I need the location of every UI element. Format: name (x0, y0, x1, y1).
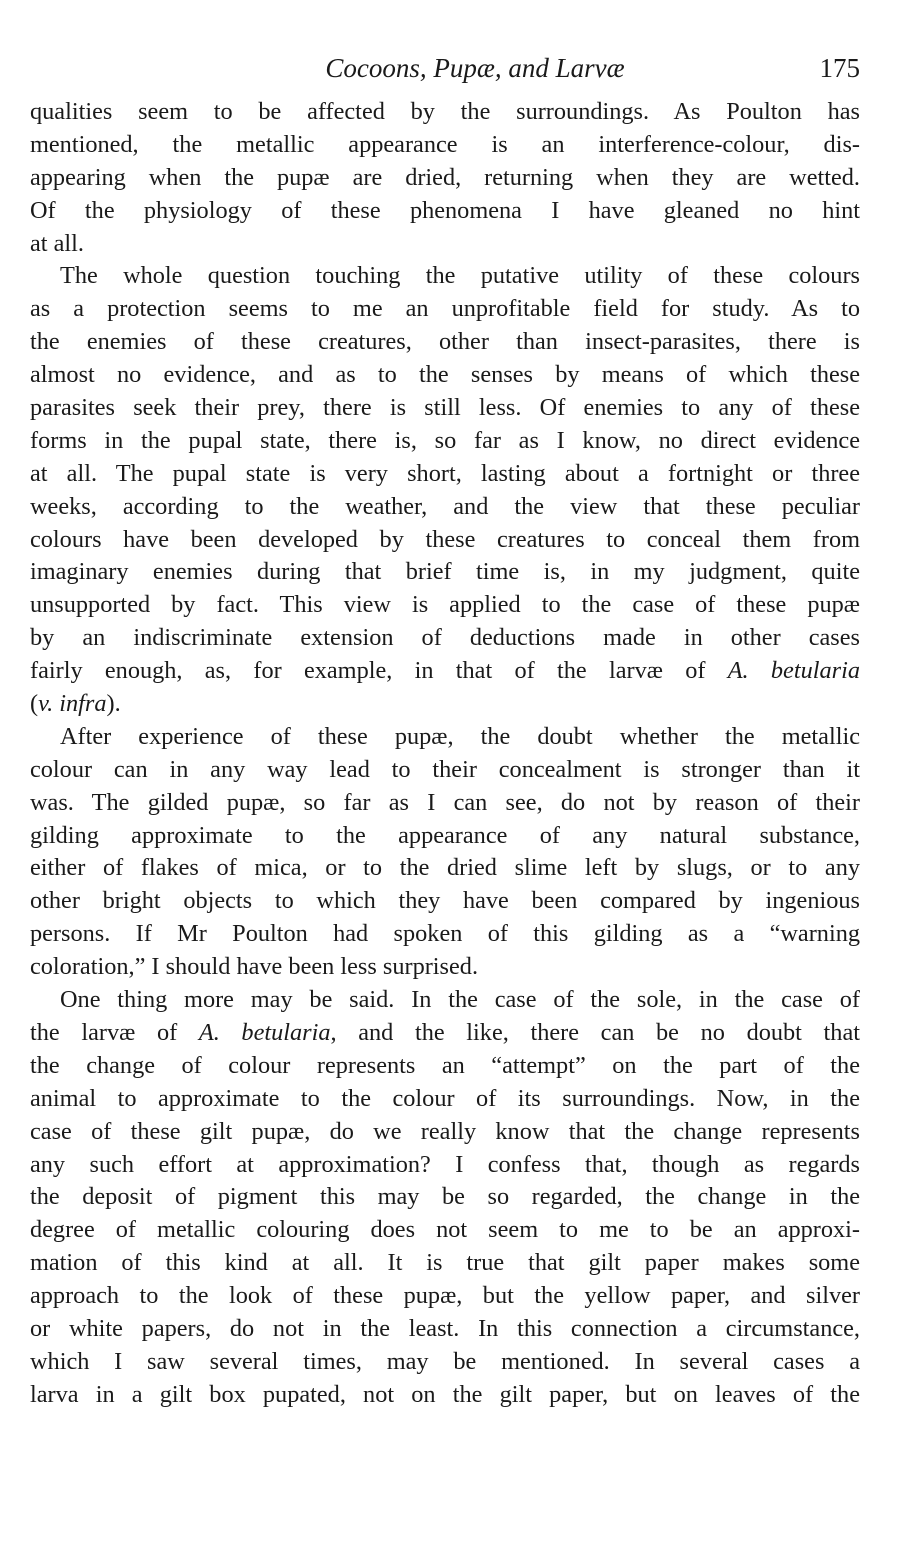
text-line: fairly enough, as, for example, in that of the larvæ of A. betularia (30, 657, 860, 685)
text-line: mentioned, the metallic appearance is an interference-colour, dis- (30, 130, 860, 158)
paragraph (30, 984, 860, 1412)
text-line: appearing when the pupæ are dried, returning when they are wetted. (30, 163, 860, 191)
running-title: Cocoons, Pupæ, and Larvæ (325, 53, 625, 83)
text-line: The whole question touching the putative utility of these colours (60, 262, 860, 290)
text-line: persons. If Mr Poulton had spoken of this gilding as a “warning (30, 920, 860, 948)
paragraph (30, 96, 860, 260)
text-line: by an indiscriminate extension of deductions made in other cases (30, 624, 860, 652)
text-line: the larvæ of A. betularia, and the like, there can be no doubt that (30, 1018, 860, 1046)
text-line: either of flakes of mica, or to the dried slime left by slugs, or to any (30, 854, 860, 882)
text-line: gilding approximate to the appearance of any natural substance, (30, 821, 860, 849)
text-line: coloration,” I should have been less surprised. (30, 953, 479, 981)
running-head (30, 50, 860, 90)
text-line: imaginary enemies during that brief time is, in my judgment, quite (30, 558, 860, 586)
text-line: other bright objects to which they have been compared by ingenious (30, 887, 860, 915)
text-line: degree of metallic colouring does not seem to me to be an approxi- (30, 1216, 860, 1244)
text-line: colour can in any way lead to their concealment is stronger than it (30, 755, 860, 783)
text-line: unsupported by fact. This view is applied to the case of these pupæ (30, 591, 860, 619)
text-line: the deposit of pigment this may be so regarded, the change in the (30, 1183, 860, 1211)
text-line: Of the physiology of these phenomena I have gleaned no hint (30, 196, 860, 224)
text-line: animal to approximate to the colour of its surroundings. Now, in the (30, 1084, 860, 1112)
text-line: the change of colour represents an “attempt” on the part of the (30, 1051, 860, 1079)
text-line: qualities seem to be affected by the surroundings. As Poulton has (30, 98, 860, 125)
text-line: weeks, according to the weather, and the view that these peculiar (30, 492, 860, 520)
text-line: forms in the pupal state, there is, so far as I know, no direct evidence (30, 426, 860, 454)
paragraph (30, 260, 860, 720)
text-line: as a protection seems to me an unprofitable field for study. As to (30, 295, 860, 323)
text-line: parasites seek their prey, there is still less. Of enemies to any of these (30, 394, 860, 422)
book-page (30, 50, 860, 1412)
paragraph (30, 721, 860, 984)
text-line: (v. infra). (30, 690, 121, 718)
text-line: case of these gilt pupæ, do we really know that the change represents (30, 1117, 860, 1145)
text-line: or white papers, do not in the least. In this connection a circumstance, (30, 1314, 860, 1342)
text-line: at all. (30, 229, 84, 257)
text-line: colours have been developed by these creatures to conceal them from (30, 525, 860, 553)
text-line: One thing more may be said. In the case of the sole, in the case of (60, 986, 860, 1014)
text-line: at all. The pupal state is very short, lasting about a fortnight or three (30, 459, 860, 487)
text-line: mation of this kind at all. It is true that gilt paper makes some (30, 1249, 860, 1277)
text-line: approach to the look of these pupæ, but the yellow paper, and silver (30, 1282, 860, 1310)
text-line: almost no evidence, and as to the senses by means of which these (30, 361, 860, 389)
text-line: any such effort at approximation? I confess that, though as regards (30, 1150, 860, 1178)
text-line: which I saw several times, may be mentioned. In several cases a (30, 1347, 860, 1375)
body-text (30, 96, 860, 1412)
text-line: larva in a gilt box pupated, not on the gilt paper, but on leaves of the (30, 1380, 860, 1408)
text-line: was. The gilded pupæ, so far as I can see, do not by reason of their (30, 788, 860, 816)
text-line: the enemies of these creatures, other than insect-parasites, there is (30, 328, 860, 356)
page-number: 175 (819, 53, 860, 83)
text-line: After experience of these pupæ, the doubt whether the metallic (60, 722, 860, 750)
